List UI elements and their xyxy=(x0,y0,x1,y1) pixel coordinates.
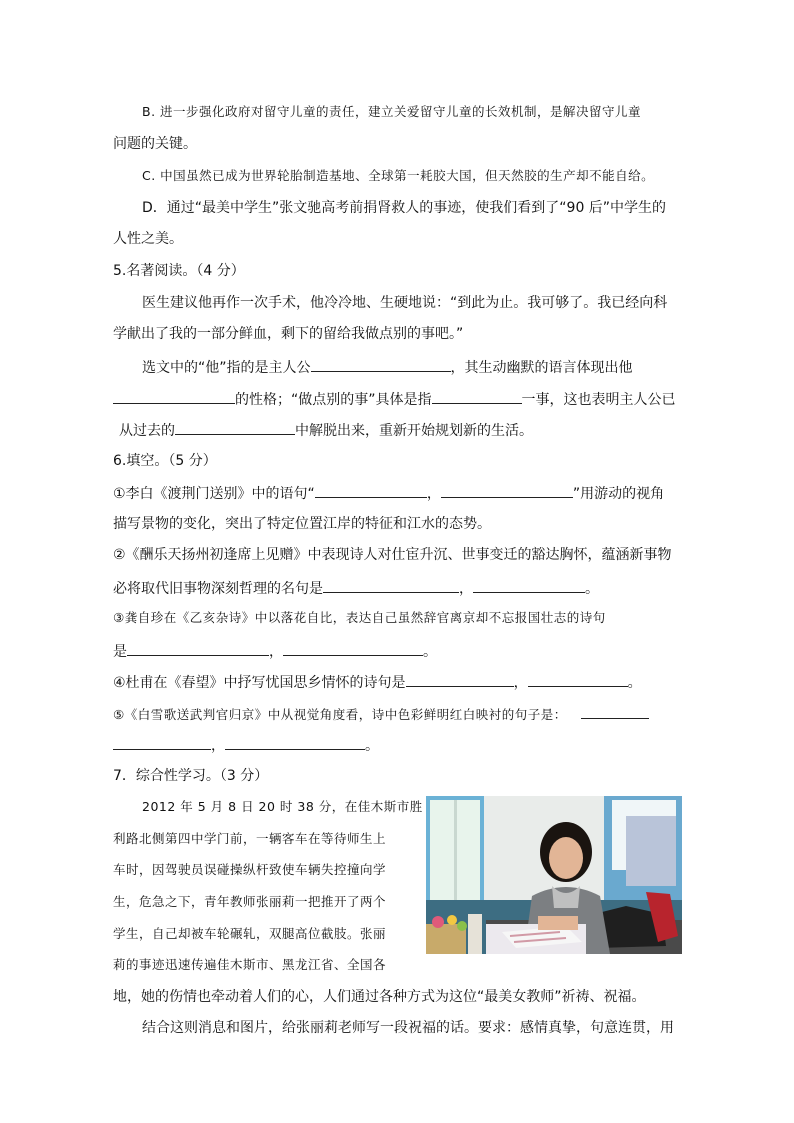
separator: ， xyxy=(426,486,441,502)
q5-line2-text-b: 一事，这也表明主人公已 xyxy=(521,392,676,408)
separator: ， xyxy=(269,644,283,660)
q6-heading: 6.填空。（5 分） xyxy=(113,453,217,469)
option-b-line1: B. 进一步强化政府对留守儿童的责任，建立关爱留守儿童的长效机制，是解决留守儿童 xyxy=(142,104,642,119)
q6-item3-line1: ③龚自珍在《乙亥杂诗》中以落花自比，表达自己虽然辞官离京却不忘报国壮志的诗句 xyxy=(113,610,606,625)
q6-item1-text-a: ①李白《渡荆门送别》中的语句“ xyxy=(113,486,315,502)
answer-blank[interactable] xyxy=(113,735,211,750)
period: 。 xyxy=(423,644,437,660)
separator: ， xyxy=(459,581,473,597)
period: 。 xyxy=(627,675,642,691)
answer-blank[interactable] xyxy=(283,641,423,656)
period: 。 xyxy=(585,581,599,597)
q5-line1 xyxy=(142,357,633,377)
q6-item4 xyxy=(113,672,642,692)
q5-line3-text-b: 中解脱出来，重新开始规划新的生活。 xyxy=(295,423,533,439)
answer-blank[interactable] xyxy=(175,420,295,435)
q5-line1-text-a: 选文中的“他”指的是主人公 xyxy=(142,360,311,376)
q5-line2 xyxy=(113,389,676,409)
q7-news-line3: 车时，因驾驶员误碰操纵杆致使车辆失控撞向学 xyxy=(113,862,387,877)
answer-blank[interactable] xyxy=(581,704,649,719)
answer-blank[interactable] xyxy=(528,672,628,687)
answer-blank[interactable] xyxy=(127,641,269,656)
q6-item3-line2 xyxy=(113,641,437,661)
teacher-photo xyxy=(426,796,682,954)
q7-news-line7: 地，她的伤情也牵动着人们的心，人们通过各种方式为这位“最美女教师”祈祷、祝福。 xyxy=(113,989,646,1005)
q7-news-line4: 生，危急之下，青年教师张丽莉一把推开了两个 xyxy=(113,894,387,909)
q5-quote-line1: 医生建议他再作一次手术，他冷冷地、生硬地说：“到此为止。我可够了。我已经向科 xyxy=(142,295,668,311)
option-d-line1: D．通过“最美中学生”张文驰高考前捐肾救人的事迹，使我们看到了“90 后”中学生的 xyxy=(142,200,667,216)
q5-line2-text-a: 的性格；“做点别的事”具体是指 xyxy=(235,392,432,408)
q7-news-line1: 2012 年 5 月 8 日 20 时 38 分，在佳木斯市胜 xyxy=(142,799,423,814)
answer-blank[interactable] xyxy=(441,483,573,498)
q6-item1-text-b: ”用游动的视角 xyxy=(572,486,665,502)
answer-blank[interactable] xyxy=(432,389,522,404)
answer-blank[interactable] xyxy=(315,483,427,498)
q7-task-line: 结合这则消息和图片，给张丽莉老师写一段祝福的话。要求：感情真挚，句意连贯，用 xyxy=(142,1020,674,1036)
q6-item1-line1 xyxy=(113,483,664,503)
separator: ， xyxy=(513,675,528,691)
option-d-line2: 人性之美。 xyxy=(113,231,183,247)
answer-blank[interactable] xyxy=(323,578,459,593)
q6-item5-line2 xyxy=(113,735,379,755)
answer-blank[interactable] xyxy=(406,672,514,687)
q5-line3 xyxy=(119,420,533,440)
q7-news-line2: 利路北侧第四中学门前，一辆客车在等待师生上 xyxy=(113,831,387,846)
option-c-line: C. 中国虽然已成为世界轮胎制造基地、全球第一耗胶大国，但天然胶的生产却不能自给。 xyxy=(142,168,655,183)
q6-item5-text: ⑤《白雪歌送武判官归京》中从视觉角度看，诗中色彩鲜明红白映衬的句子是： xyxy=(113,707,567,722)
q5-heading: 5.名著阅读。（4 分） xyxy=(113,263,245,279)
q6-item2-text: 必将取代旧事物深刻哲理的名句是 xyxy=(113,581,323,597)
q7-news-line6: 莉的事迹迅速传遍佳木斯市、黑龙江省、全国各 xyxy=(113,957,387,972)
period: 。 xyxy=(365,738,379,754)
q6-item5-line1 xyxy=(113,704,649,724)
q5-line3-text-a: 从过去的 xyxy=(119,423,175,439)
answer-blank[interactable] xyxy=(225,735,365,750)
q5-line1-text-b: ，其生动幽默的语言体现出他 xyxy=(450,360,633,376)
separator: ， xyxy=(211,738,225,754)
q7-news-line5: 学生，自己却被车轮碾轧，双腿高位截肢。张丽 xyxy=(113,926,387,941)
answer-blank[interactable] xyxy=(113,389,235,404)
answer-blank[interactable] xyxy=(473,578,585,593)
q6-item1-line2: 描写景物的变化，突出了特定位置江岸的特征和江水的态势。 xyxy=(113,516,491,532)
q5-quote-line2: 学献出了我的一部分鲜血，剩下的留给我做点别的事吧。” xyxy=(113,326,464,342)
q6-item2-line1: ②《酬乐天扬州初逢席上见赠》中表现诗人对仕宦升沉、世事变迁的豁达胸怀，蕴涵新事物 xyxy=(113,547,672,563)
q7-heading: 7．综合性学习。（3 分） xyxy=(113,768,269,784)
answer-blank[interactable] xyxy=(311,357,451,372)
q6-item4-text: ④杜甫在《春望》中抒写忧国思乡情怀的诗句是 xyxy=(113,675,406,691)
option-b-line2: 问题的关键。 xyxy=(113,136,197,152)
q6-item2-line2 xyxy=(113,578,599,598)
q6-item3-text: 是 xyxy=(113,644,127,660)
